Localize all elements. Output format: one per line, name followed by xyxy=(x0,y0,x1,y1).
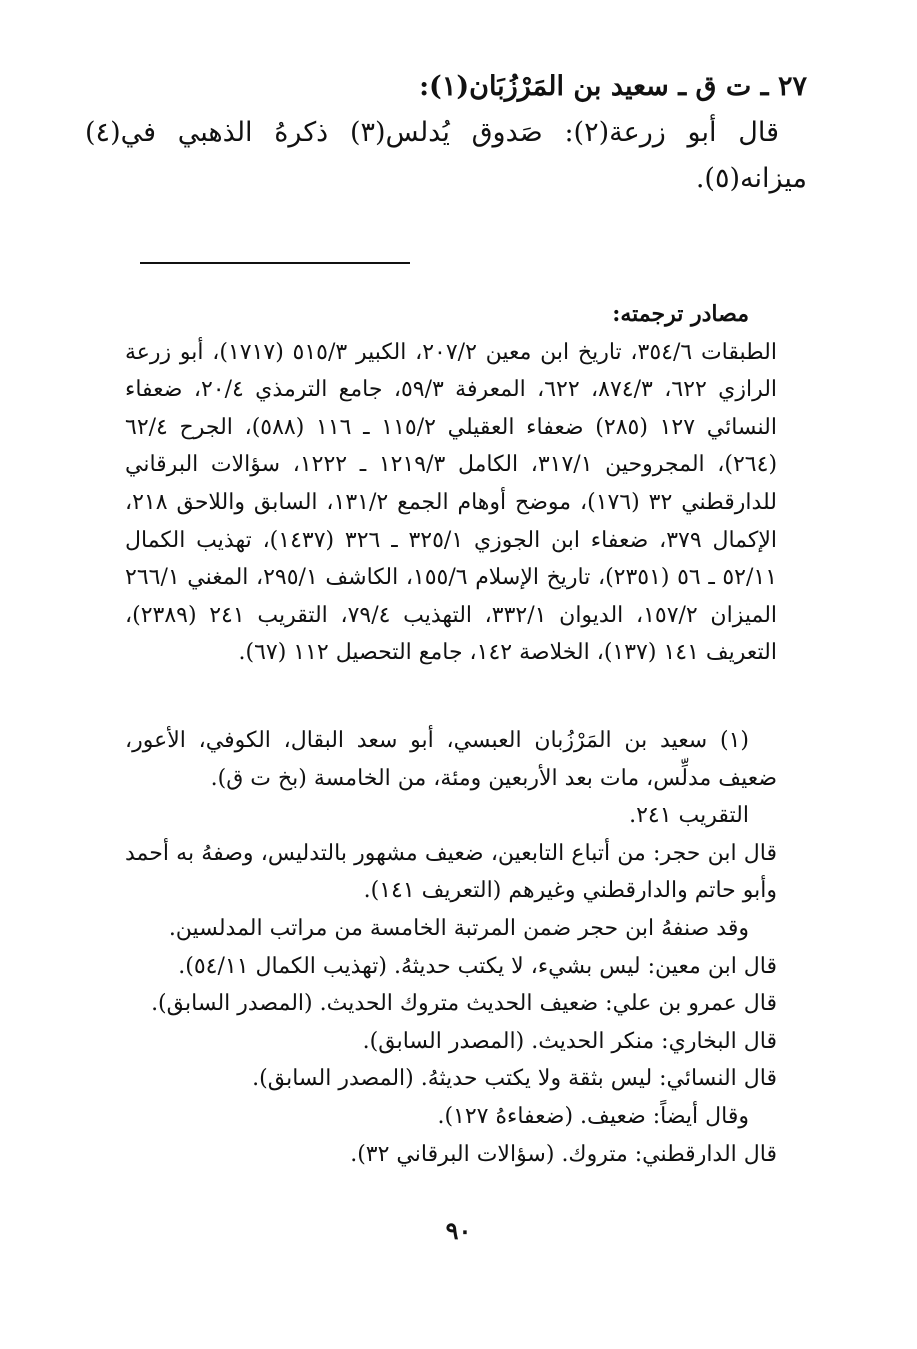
footnote-quote: قال الدارقطني: متروك. (سؤالات البرقاني ٣٢). xyxy=(350,1141,777,1167)
footnote-quote: قال عمرو بن علي: ضعيف الحديث متروك الحديث. (المصدر السابق). xyxy=(151,991,777,1017)
sources-title: مصادر ترجمته: xyxy=(612,301,749,327)
source-line: ٢٠/٤، ضعفاء النسائي ١٢٧ (٢٨٥) ضعفاء العقيلي ١١٥/٢ ـ ١١٦ (٥٨٨)، xyxy=(125,377,777,440)
entry-block xyxy=(85,64,807,202)
source-line: أبو زرعة الرازي ٦٢٢، ٨٧٤/٣، ٦٢٢، المعرفة ٥٩/٣، جامع الترمذي xyxy=(125,339,778,403)
page-number: ٩٠ xyxy=(445,1216,472,1245)
footnote-paragraph: قال ابن حجر: من أتباع التابعين، ضعيف مشهور بالتدليس، وصفهُ به أحمد وأبو حاتم والدارقطني وغيرهم (التعريف ١٤١). xyxy=(125,840,777,904)
source-line: تهذيب الكمال ٥٢/١١ ـ ٥٦ (٢٣٥١)، تاريخ الإسلام ١٥٥/٦، الكاشف xyxy=(125,527,778,591)
footnote-quote: وقال أيضاً: ضعيف. (ضعفاءهُ ١٢٧). xyxy=(437,1103,749,1129)
source-line: سؤالات البرقاني للدارقطني ٣٢ (١٧٦)، موضح أوهام الجمع ١٣١/٢، السابق xyxy=(125,452,777,515)
source-line: الطبقات ٣٥٤/٦، تاريخ ابن معين ٢٠٧/٢، الكبير ٥١٥/٣ (١٧١٧)، xyxy=(212,339,777,365)
source-line: التقريب ٢٤١ (٢٣٨٩)، التعريف ١٤١ (١٣٧)، الخلاصة ١٤٢، جامع xyxy=(125,602,777,666)
source-line: الجرح ٦٢/٤ (٢٦٤)، المجروحين ٣١٧/١، الكامل ١٢١٩/٣ ـ ١٢٢٢، xyxy=(125,414,778,478)
footnote-block xyxy=(125,722,777,1173)
footnote-1: (١) سعيد بن المَرْزُبان العبسي، أبو سعد البقال، الكوفي، الأعور، ضعيف مدلِّس، مات بعد الأربعين ومئة، من الخامسة (بخ ت ق). xyxy=(125,728,777,791)
footnote-quote: قال ابن معين: ليس بشيء، لا يكتب حديثهُ. (تهذيب الكمال ٥٤/١١). xyxy=(178,953,777,979)
footnote-quote: قال النسائي: ليس بثقة ولا يكتب حديثهُ. (المصدر السابق). xyxy=(252,1066,777,1092)
footnote-separator xyxy=(140,262,410,264)
footnote-paragraph: وقد صنفهُ ابن حجر ضمن المرتبة الخامسة من مراتب المدلسين. xyxy=(168,915,749,941)
footnote-reference: التقريب ٢٤١. xyxy=(629,803,749,829)
sources-block xyxy=(125,296,777,672)
source-line: التحصيل ١١٢ (٦٧). xyxy=(238,640,412,666)
footnote-quote: قال البخاري: منكر الحديث. (المصدر السابق). xyxy=(362,1028,777,1054)
sources-text xyxy=(125,334,777,672)
entry-heading: ٢٧ ـ ت ق ـ سعيد بن المَرْزُبَان(١): xyxy=(419,71,807,102)
source-line: ٢٩٥/١، المغني ٢٦٦/١ الميزان ١٥٧/٢، الديوان ٣٣٢/١، التهذيب ٧٩/٤، xyxy=(125,565,778,628)
entry-body: قال أبو زرعة(٢): صَدوق يُدلس(٣) ذكرهُ الذهبي في(٤) ميزانه(٥). xyxy=(85,117,807,194)
source-line: واللاحق ٢١٨، الإكمال ٣٧٩، ضعفاء ابن الجوزي ٣٢٥/١ ـ ٣٢٦ (١٤٣٧)، xyxy=(125,489,777,553)
